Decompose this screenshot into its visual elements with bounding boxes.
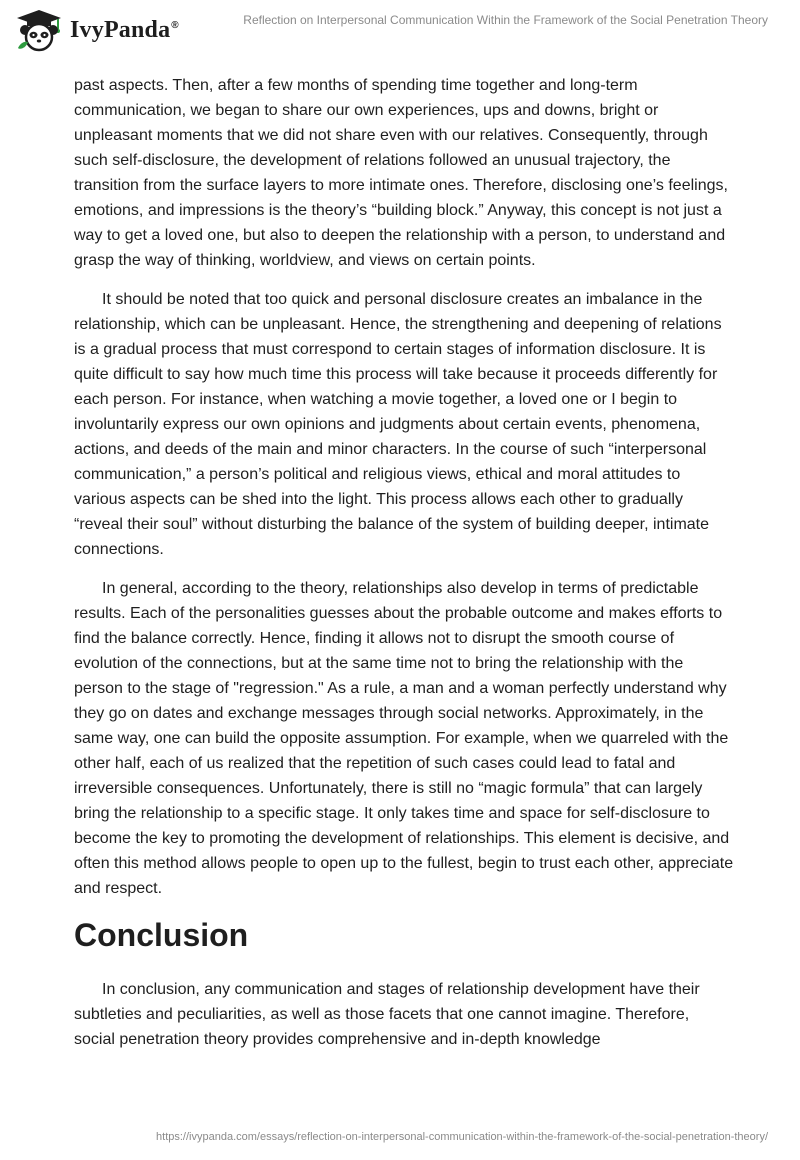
- page-header: [0, 0, 800, 60]
- conclusion-paragraph: In conclusion, any communication and stages of relationship development have their subtleties and peculiarities, as well as those facets that one cannot imagine. Therefore, social penetration theory provides comprehensive and in-depth knowledge: [74, 981, 700, 1048]
- body-paragraph-3: In general, according to the theory, relationships also develop in terms of predictable results. Each of the personalities guesses about the probable outcome and makes efforts to find the balance correctly. Hence, finding it allows not to disrupt the smooth course of evolution of the connections, but at the same time not to bring the relationship with the person to the stage of "regression." As a rule, a man and a woman perfectly understand why they go on dates and exchange messages through social networks. Approximately, in the same way, one can build the opposite assumption. For example, when we quarreled with the other half, each of us realized that the repetition of such cases could lead to fatal and irreversible consequences. Unfortunately, there is still no “magic formula” that can largely bring the relationship to a specific stage. It only takes time and space for self-disclosure to become the key to promoting the development of relationships. This element is decisive, and often this method allows people to open up to the fullest, begin to trust each other, appreciate and respect.: [74, 580, 734, 897]
- source-url[interactable]: https://ivypanda.com/essays/reflection-on-interpersonal-communication-within-the-framework-of-the-social-penetration-theory/: [156, 1131, 768, 1143]
- body-paragraph-1: past aspects. Then, after a few months of spending time together and long-term communication, we began to share our own experiences, ups and downs, bright or unpleasant moments that we did not share even with our relatives. Consequently, through such self-disclosure, the development of relations followed an unusual trajectory, the transition from the surface layers to more intimate ones. Therefore, disclosing one’s feelings, emotions, and impressions is the theory’s “building block.” Anyway, this concept is not just a way to get a loved one, but also to deepen the relationship with a person, to understand and grasp the way of thinking, worldview, and views on certain points.: [74, 77, 728, 269]
- conclusion-heading: Conclusion: [74, 917, 249, 953]
- panda-graduate-icon: [14, 8, 64, 52]
- logo-wordmark: IvyPanda®: [70, 16, 179, 43]
- body-paragraph-2: It should be noted that too quick and personal disclosure creates an imbalance in the relationship, which can be unpleasant. Hence, the strengthening and deepening of relations is a gradual process that must correspond to certain stages of information disclosure. It is quite difficult to say how much time this process will take because it proceeds differently for each person. For instance, when watching a movie together, a loved one or I begin to involuntarily express our own opinions and judgments about certain events, phenomena, actions, and deeds of the main and minor characters. In the course of such “interpersonal communication,” a person’s political and religious views, ethical and moral attitudes to various aspects can be shed into the light. This process allows each other to gradually “reveal their soul” without disturbing the balance of the system of building deeper, intimate connections.: [74, 291, 722, 558]
- essay-content: [74, 73, 734, 1066]
- document-title: Reflection on Interpersonal Communication Within the Framework of the Social Penetration Theory: [243, 13, 768, 27]
- ivypanda-logo[interactable]: [14, 8, 179, 52]
